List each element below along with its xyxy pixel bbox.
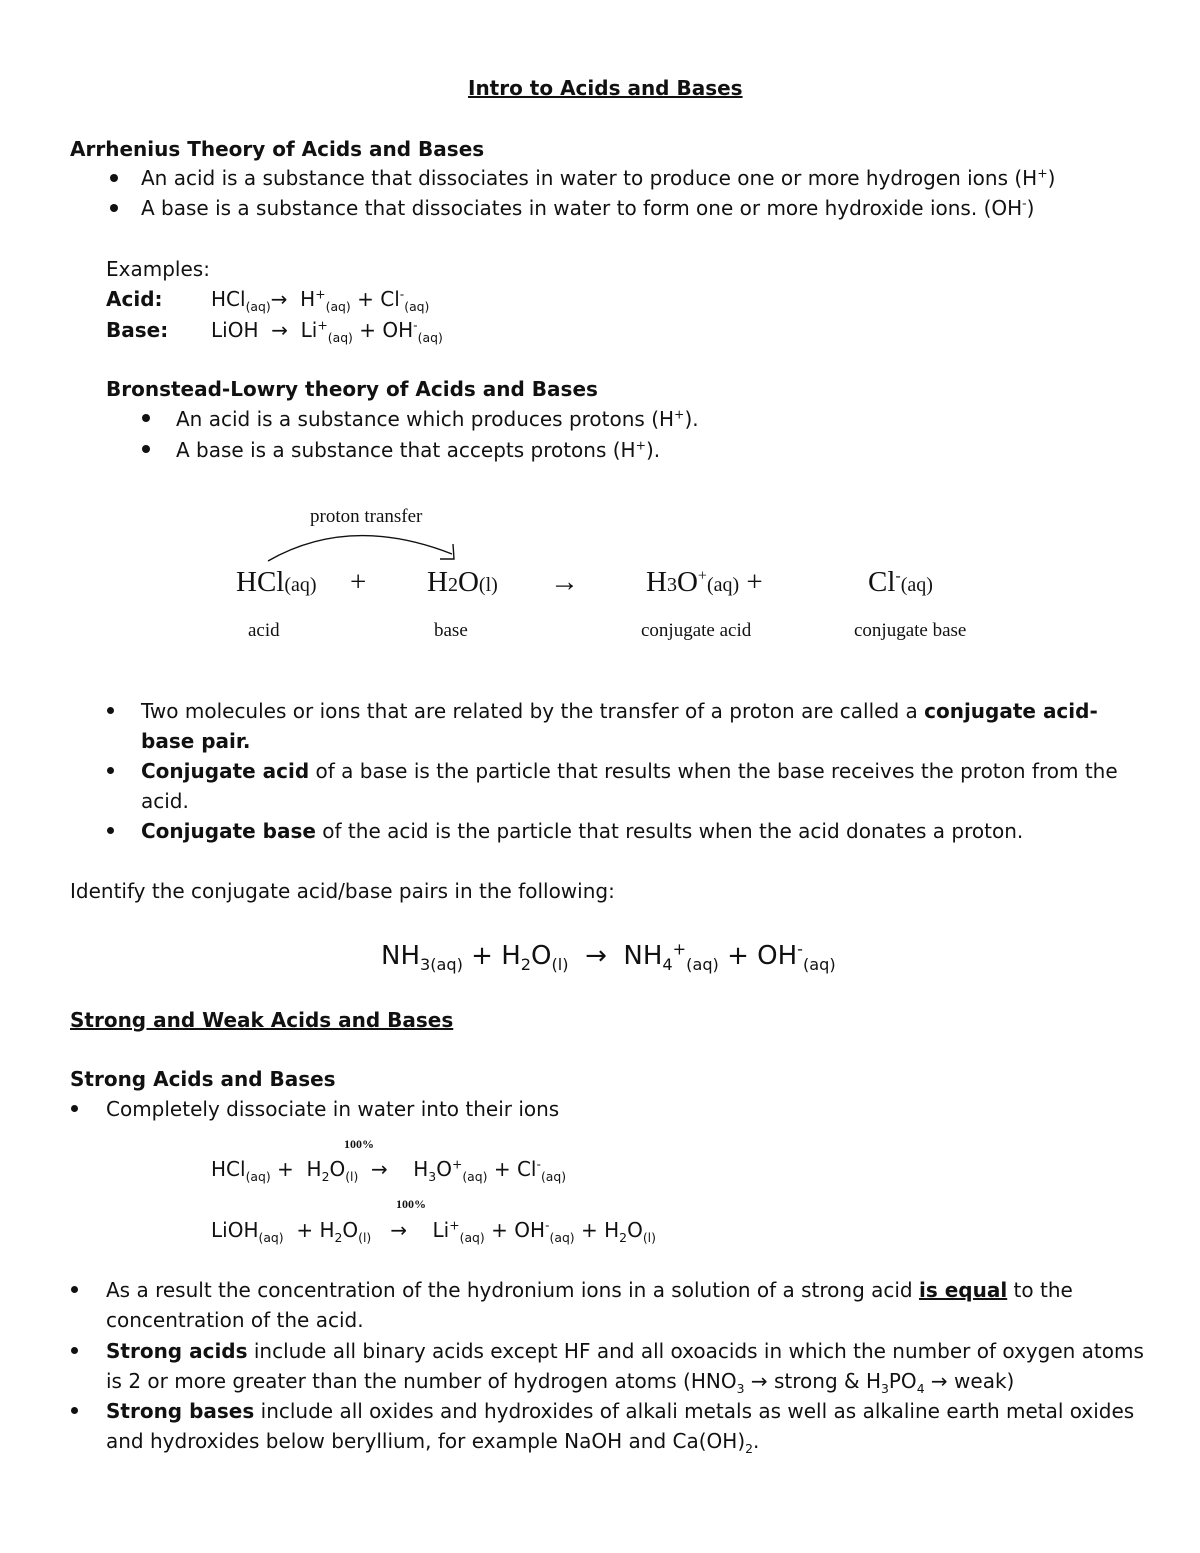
bronsted-heading: Bronstead-Lowry theory of Acids and Bases — [106, 377, 598, 401]
bullet-icon — [107, 827, 114, 834]
label-acid: acid — [248, 620, 280, 641]
label-conjugate-acid: conjugate acid — [641, 620, 752, 641]
proton-transfer-label: proton transfer — [310, 506, 423, 527]
bullet-icon — [71, 1286, 78, 1293]
strong-bases-text-cont: and hydroxides below beryllium, for example NaOH and $Ca(OH)_2$. — [106, 1429, 760, 1456]
conjugate-acid-definition: Conjugate acid of a base is the particle that results when the base receives the proton from the — [141, 759, 1118, 783]
bronsted-base-definition: A base is a substance that accepts protons (H+). — [176, 437, 661, 462]
hcl-strong-equation: $HCl_{(aq)} + H_2O_{(l)}$ → $H_3O^+_{(aq)} + Cl^-_{(aq)}$ — [211, 1156, 567, 1184]
bullet-icon — [142, 414, 150, 422]
acid-example-equation: $HCl_{(aq)}\to H^+_{(aq)} + Cl^-_{(aq)}$ — [211, 286, 430, 314]
lioh-strong-equation: LiOH$_{(aq)}$ + $H_2O_{(l)}$ → $Li^+_{(aq)} + OH^-_{(aq)} + H_2O_{(l)}$ — [211, 1217, 656, 1245]
bullet-icon — [107, 707, 114, 714]
page-title: Intro to Acids and Bases — [468, 76, 743, 100]
strong-acids-text-cont: is 2 or more greater than the number of hydrogen atoms ($HNO_3$ → strong & $H_3PO_4$ → weak) — [106, 1369, 1015, 1396]
examples-label: Examples: — [106, 257, 210, 281]
hydronium-concentration-text-cont: concentration of the acid. — [106, 1308, 364, 1332]
label-conjugate-base: conjugate base — [854, 620, 967, 641]
conjugate-acid-definition-cont: acid. — [141, 789, 189, 813]
bullet-icon — [71, 1105, 78, 1112]
arrhenius-acid-definition: An acid is a substance that dissociates in water to produce one or more hydrogen ions (H+) — [141, 165, 1056, 190]
bullet-icon — [142, 445, 150, 453]
reaction-arrow-icon: → — [550, 566, 579, 598]
label-base: base — [434, 620, 468, 641]
conjugate-pair-definition: Two molecules or ions that are related by the transfer of a proton are called a conjugate acid- — [141, 699, 1098, 723]
bullet-icon — [71, 1347, 78, 1354]
reaction-reactant-water: H2O(l) — [427, 566, 498, 598]
bronsted-acid-definition: An acid is a substance which produces protons (H+). — [176, 406, 699, 431]
reaction-reactant-hcl: HCl(aq) — [236, 566, 317, 598]
arrhenius-base-definition: A base is a substance that dissociates in water to form one or more hydroxide ions. (OH-) — [141, 195, 1035, 220]
strong-weak-heading: Strong and Weak Acids and Bases — [70, 1008, 454, 1032]
strong-bases-text: Strong bases include all oxides and hydroxides of alkali metals as well as alkaline earth metal oxides — [106, 1399, 1135, 1423]
proton-transfer-arrow — [260, 524, 470, 569]
hydronium-concentration-text: As a result the concentration of the hydronium ions in a solution of a strong acid is equal to the — [106, 1278, 1073, 1302]
identify-prompt: Identify the conjugate acid/base pairs in the following: — [70, 879, 615, 903]
base-label: Base: — [106, 318, 169, 342]
bullet-icon — [107, 767, 114, 774]
reaction-plus-sign: + — [350, 566, 367, 598]
bullet-icon — [110, 204, 118, 212]
acid-label: Acid: — [106, 287, 163, 311]
percent-label-2: 100% — [396, 1197, 426, 1211]
bullet-icon — [71, 1407, 78, 1414]
reaction-product-chloride: Cl-(aq) — [868, 566, 933, 598]
strong-dissociation-text: Completely dissociate in water into their ions — [106, 1097, 560, 1121]
bullet-icon — [110, 174, 118, 182]
strong-acids-text: Strong acids include all binary acids except HF and all oxoacids in which the number of oxygen atoms — [106, 1339, 1144, 1363]
arrhenius-heading: Arrhenius Theory of Acids and Bases — [70, 137, 485, 161]
conjugate-pair-definition-cont: base pair. — [141, 729, 251, 753]
conjugate-base-definition: Conjugate base of the acid is the particle that results when the acid donates a proton. — [141, 819, 1024, 843]
ammonia-equation: $NH_{3(aq)} + H_2O_{(l)} \to NH_4^+_{(aq)} + OH^-_{(aq)}$ — [381, 939, 836, 975]
strong-heading: Strong Acids and Bases — [70, 1067, 336, 1091]
percent-label-1: 100% — [344, 1137, 374, 1151]
base-example-equation: LiOH → $Li^+_{(aq)} + OH^-_{(aq)}$ — [211, 317, 443, 345]
reaction-product-hydronium: H3O+(aq) + — [646, 566, 763, 598]
